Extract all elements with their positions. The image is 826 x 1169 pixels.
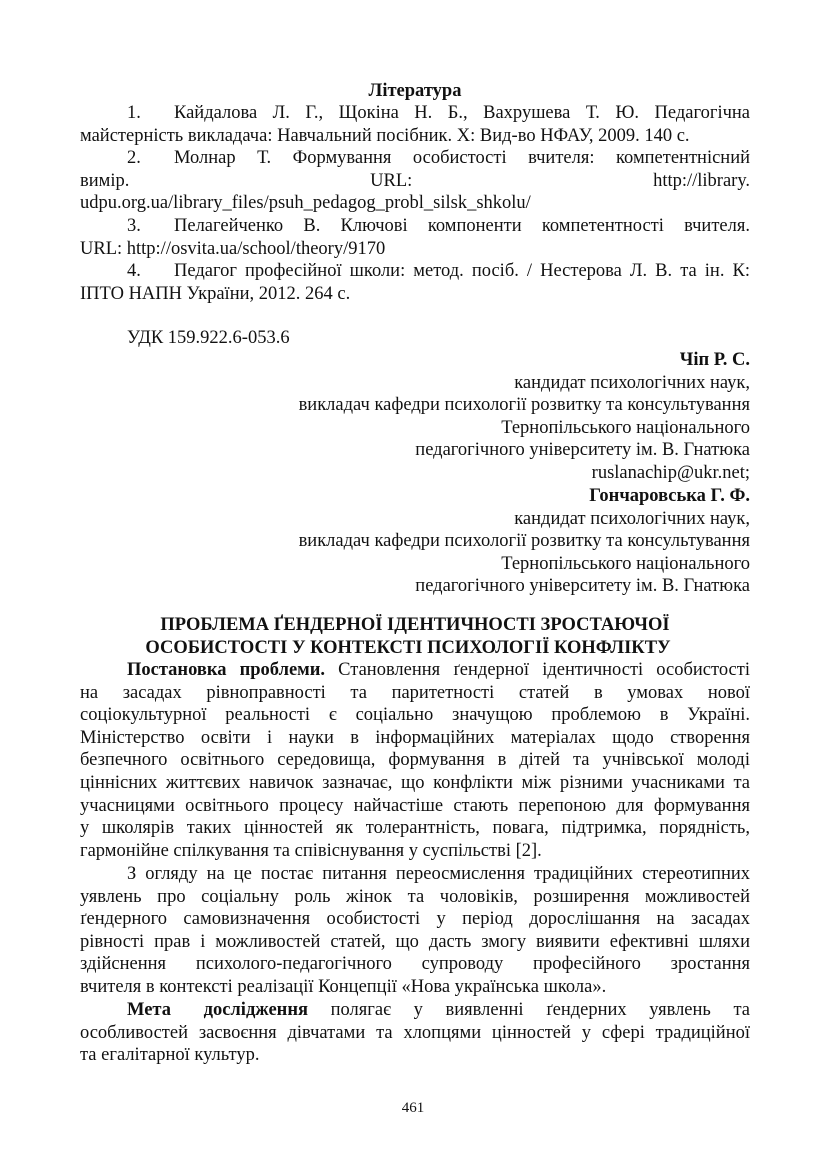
- reference-text: Пелагейченко В. Ключові компоненти компетентності вчителя.: [174, 216, 750, 236]
- reference-item: [80, 260, 750, 305]
- paragraph-line: гармонійне спілкування та співіснування у суспільстві [2].: [80, 840, 542, 861]
- paragraph-line: у школярів таких цінностей як толерантність, повага, підтримка, порядність,: [80, 818, 750, 839]
- reference-number: 3.: [127, 216, 141, 236]
- author-institution: Тернопільського національного: [501, 553, 750, 574]
- paragraph-line: здійснення психолого-педагогічного супроводу професійного зростання: [80, 954, 750, 975]
- reference-text: вимір.: [80, 170, 130, 191]
- paragraph-line: вчителя в контексті реалізації Концепції «Нова українська школа».: [80, 976, 607, 997]
- reference-item: [80, 102, 750, 147]
- paragraph-line: полягає у виявленні ґендерних уявлень та: [308, 1000, 750, 1020]
- reference-text: Кайдалова Л. Г., Щокіна Н. Б., Вахрушева Т. Ю. Педагогічна: [174, 103, 750, 123]
- reference-text: Педагог професійної школи: метод. посіб. / Нестерова Л. В. та ін. К:: [174, 261, 750, 281]
- paragraph-line: рівності прав і можливостей статей, що дасть змогу виявити ефективні шляхи: [80, 931, 750, 952]
- author-block: [80, 349, 750, 485]
- reference-number: 4.: [127, 261, 141, 281]
- paragraph-line: соціокультурної реальності є соціально значущою проблемою в Україні.: [80, 705, 750, 726]
- reference-link[interactable]: http://library.: [653, 170, 750, 191]
- page-number: 461: [401, 1100, 425, 1116]
- paragraph-line: З огляду на це постає питання переосмислення традиційних стереотипних: [127, 864, 750, 884]
- reference-item: [80, 147, 750, 215]
- author-block: [80, 485, 750, 598]
- article-title-line: ПРОБЛЕМА ҐЕНДЕРНОЇ ІДЕНТИЧНОСТІ ЗРОСТАЮЧОЇ: [160, 615, 670, 635]
- paragraph-line: особливостей засвоєння дівчатами та хлопцями цінностей у сфері традиційної: [80, 1022, 750, 1043]
- reference-text: ІПТО НАПН України, 2012. 264 с.: [80, 283, 351, 304]
- paragraph-line: Міністерство освіти і науки в інформаційних матеріалах щодо створення: [80, 727, 750, 748]
- paragraph-line: учасницями освітнього процесу найчастіше стають перепоною для формування: [80, 795, 750, 816]
- article-title: [80, 614, 750, 659]
- paragraph-line: уявлень про соціальну роль жінок та чоловіків, розширення можливостей: [80, 886, 750, 907]
- reference-text: URL:: [370, 170, 413, 191]
- author-name: Гончаровська Г. Ф.: [589, 486, 750, 506]
- paragraph-lead: Мета дослідження: [127, 1000, 309, 1020]
- paragraph-line: на засадах рівноправності та паритетності статей в умовах нової: [80, 682, 750, 703]
- reference-number: 1.: [127, 103, 141, 123]
- author-email[interactable]: ruslanachip@ukr.net;: [591, 462, 750, 483]
- paragraph-line: та егалітарної культур.: [80, 1045, 260, 1066]
- paragraph-line: безпечного освітнього середовища, формування в дітей та учнівської молоді: [80, 750, 750, 771]
- paragraph-lead: Постановка проблеми.: [127, 660, 326, 680]
- article-title-line: ОСОБИСТОСТІ У КОНТЕКСТІ ПСИХОЛОГІЇ КОНФЛІКТУ: [145, 637, 671, 658]
- reference-text: майстерність викладача: Навчальний посібник. Х: Вид-во НФАУ, 2009. 140 с.: [80, 125, 690, 146]
- paragraph-line: ґендерного самовизначення особистості у період дорослішання на засадах: [80, 909, 750, 930]
- author-position: викладач кафедри психології розвитку та консультування: [298, 395, 750, 416]
- paragraph-problem-statement: [80, 659, 750, 862]
- reference-item: [80, 215, 750, 260]
- paragraph-line: Становлення ґендерної ідентичності особистості: [325, 660, 750, 680]
- author-degree: кандидат психологічних наук,: [514, 508, 750, 529]
- author-name: Чіп Р. С.: [679, 350, 750, 370]
- reference-link[interactable]: URL: http://osvita.ua/school/theory/9170: [80, 238, 386, 259]
- paragraph-line: ціннісних життєвих навичок зазначає, що конфлікти між різними учасниками та: [80, 772, 750, 793]
- author-institution: Тернопільського національного: [501, 417, 750, 438]
- udk-code: УДК 159.922.6-053.6: [127, 328, 290, 348]
- paragraph-context: [80, 863, 750, 999]
- literature-heading: Література: [368, 81, 462, 101]
- paragraph-research-goal: [80, 999, 750, 1067]
- author-degree: кандидат психологічних наук,: [514, 372, 750, 393]
- reference-number: 2.: [127, 148, 141, 168]
- author-institution: педагогічного університету ім. В. Гнатюка: [415, 440, 750, 461]
- author-position: викладач кафедри психології розвитку та консультування: [298, 531, 750, 552]
- author-institution: педагогічного університету ім. В. Гнатюка: [415, 576, 750, 597]
- reference-text: Молнар Т. Формування особистості вчителя: компетентнісний: [174, 148, 750, 168]
- reference-link[interactable]: udpu.org.ua/library_files/psuh_pedagog_probl_silsk_shkolu/: [80, 193, 531, 214]
